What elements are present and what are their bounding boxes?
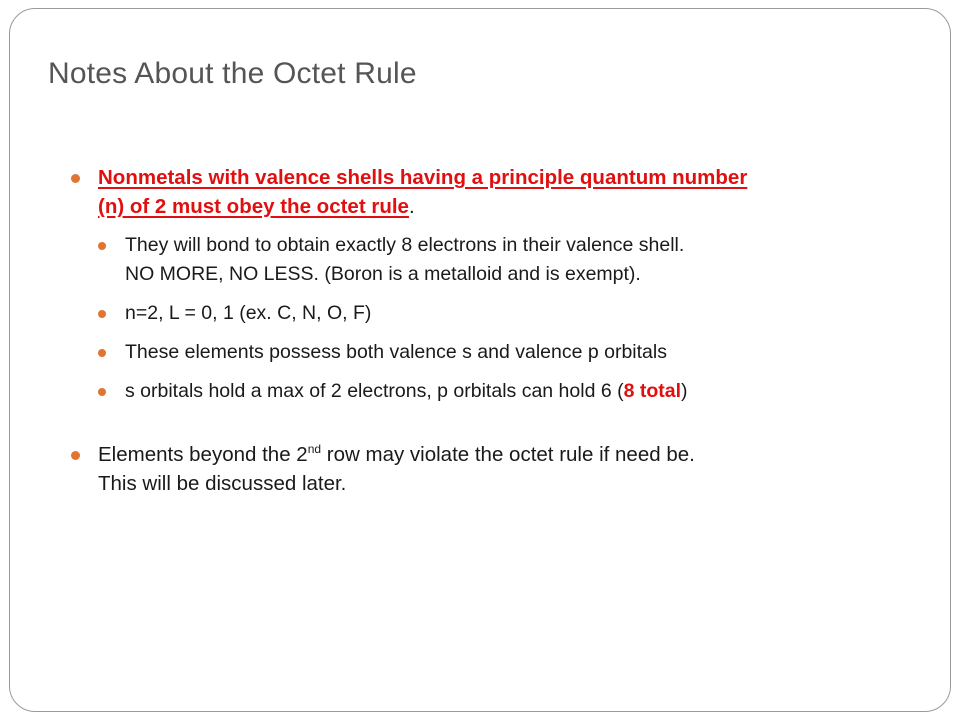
sub-bullet-orbitals <box>68 338 888 367</box>
sub-bullet-marker <box>98 388 106 396</box>
sub-bullet-electron-capacity-text: s orbitals hold a max of 2 electrons, p orbitals can hold 6 ( <box>125 380 624 402</box>
sub-bullet-marker <box>98 310 106 318</box>
bullet-beyond-second-row-start: Elements beyond the 2 <box>98 443 308 466</box>
bullet-nonmetals-period: . <box>408 195 415 218</box>
sub-bullet-marker <box>98 242 106 250</box>
bullet-nonmetals-line1: Nonmetals with valence shells having a principle quantum number <box>98 166 748 189</box>
bullet-beyond-second-row <box>68 440 888 498</box>
sub-bullet-electron-capacity-emphasis: 8 total <box>623 380 682 402</box>
sub-bullet-electron-capacity-close: ) <box>681 380 688 402</box>
sub-bullet-orbitals-text: These elements possess both valence s and valence p orbitals <box>125 341 667 363</box>
bullet-beyond-second-row-end: row may violate the octet rule if need be. <box>321 443 695 466</box>
bullet-nonmetals <box>68 163 888 221</box>
bullet-marker <box>71 174 80 183</box>
sub-bullet-bond-eight-line2: NO MORE, NO LESS. (Boron is a metalloid and is exempt). <box>125 263 641 285</box>
bullet-marker <box>71 451 80 460</box>
sub-bullet-quantum-numbers <box>68 299 888 328</box>
sub-bullet-quantum-numbers-text: n=2, L = 0, 1 (ex. C, N, O, F) <box>125 302 372 324</box>
sub-bullet-electron-capacity <box>68 377 888 406</box>
bullet-nonmetals-line2-emphasis: (n) of 2 must obey the octet rule <box>98 195 409 218</box>
slide-frame <box>9 8 951 712</box>
sub-bullet-bond-eight <box>68 231 888 289</box>
ordinal-superscript: nd <box>307 442 322 456</box>
slide-content <box>68 163 888 498</box>
sub-bullet-bond-eight-line1: They will bond to obtain exactly 8 electrons in their valence shell. <box>125 234 685 256</box>
slide-title: Notes About the Octet Rule <box>48 57 417 90</box>
sub-bullet-marker <box>98 349 106 357</box>
bullet-beyond-second-row-line2: This will be discussed later. <box>98 472 347 495</box>
